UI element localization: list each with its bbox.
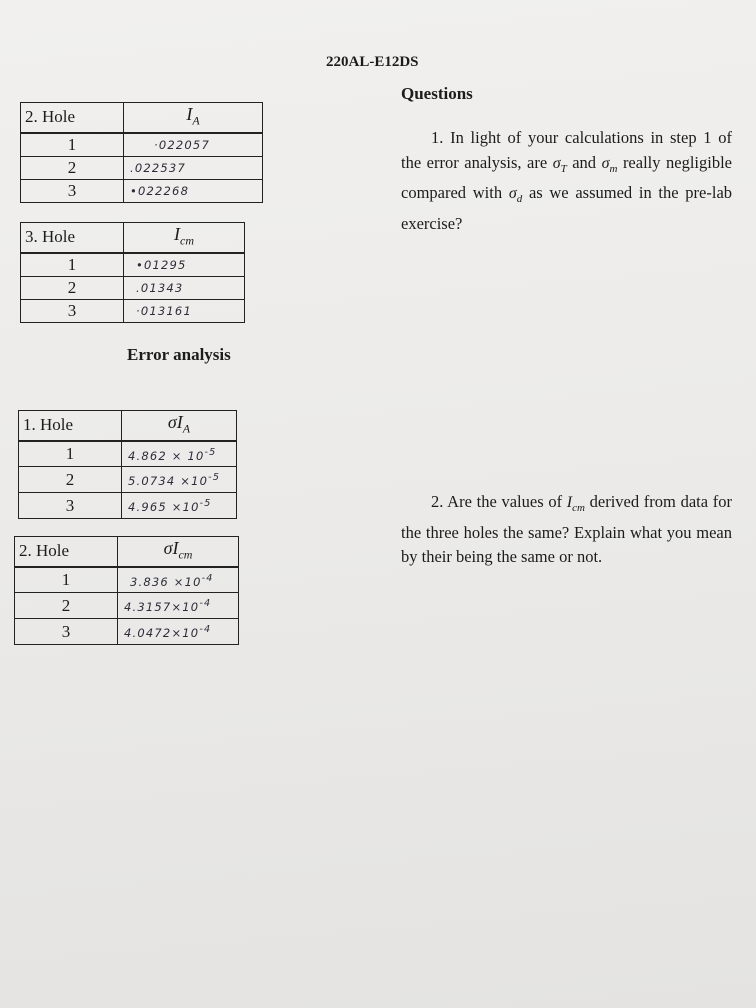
ia-table-header-label: 2. Hole xyxy=(21,103,124,133)
question-1-number: 1. xyxy=(431,128,444,147)
sigma-ia-symbol: $\sigma I_A$ xyxy=(122,411,237,441)
question-2 xyxy=(401,490,732,570)
table-row xyxy=(21,133,263,157)
question-1-text-d: as we assumed in the pre-lab exercise? xyxy=(401,183,733,233)
sigma-t-symbol: $\sigma_T$ xyxy=(552,154,567,175)
error-analysis-heading: Error analysis xyxy=(127,345,231,364)
hole-number: 2 xyxy=(21,276,124,299)
question-2-text-b: derived from data for the three holes the same? Explain what you mean by their being the same or not. xyxy=(401,492,732,567)
ia-symbol: $I_A$ xyxy=(124,103,263,133)
questions-heading: Questions xyxy=(401,84,473,103)
sigma-icm-table xyxy=(14,536,239,645)
hole-number: 3 xyxy=(15,619,118,645)
sigma-icm-value: $3.836 \times 10^{-4}$ xyxy=(118,567,239,593)
icm-table-header-label: 3. Hole xyxy=(21,223,124,253)
hole-number: 1 xyxy=(19,441,122,467)
icm-symbol: $I_{cm}$ xyxy=(124,223,245,253)
question-1-text-c: really negligible compared with xyxy=(401,152,732,203)
hole-number: 2 xyxy=(15,593,118,619)
hole-number: 3 xyxy=(21,179,124,202)
sigma-ia-value: $4.965 \times 10^{-5}$ xyxy=(122,493,237,519)
sigma-icm-value: $4.0472\times 10^{-4}$ xyxy=(118,619,239,645)
hole-number: 1 xyxy=(15,567,118,593)
ia-table xyxy=(20,102,263,203)
sigma-ia-value: $5.0734 \times 10^{-5}$ xyxy=(122,467,237,493)
table-row xyxy=(19,441,237,467)
hole-number: 3 xyxy=(19,493,122,519)
table-row xyxy=(21,253,245,277)
table-row xyxy=(21,299,245,322)
table-row xyxy=(19,467,237,493)
hole-number: 3 xyxy=(21,299,124,322)
sigma-ia-value: $4.862 \times 10^{-5}$ xyxy=(122,441,237,467)
table-row xyxy=(15,593,239,619)
sigma-icm-value: $4.3157\times 10^{-4}$ xyxy=(118,593,239,619)
question-1-text-a: In light of your calculations in step 1 of the error analysis, are xyxy=(401,128,732,172)
question-2-text-a: Are the values of xyxy=(447,492,563,511)
question-2-number: 2. xyxy=(431,492,444,511)
hole-number: 1 xyxy=(21,253,124,277)
icm-value: .01343 xyxy=(124,276,245,299)
hole-number: 2 xyxy=(21,156,124,179)
question-1 xyxy=(401,126,732,236)
icm-table xyxy=(20,222,245,323)
sigma-ia-table-header-label: 1. Hole xyxy=(19,411,122,441)
table-row xyxy=(21,179,263,202)
question-1-text-b: and xyxy=(572,152,597,172)
hole-number: 2 xyxy=(19,467,122,493)
table-row xyxy=(15,567,239,593)
table-row xyxy=(19,493,237,519)
ia-value: •022268 xyxy=(124,179,263,202)
icm-symbol-inline: $I_{cm}$ xyxy=(566,494,585,515)
icm-value: •01295 xyxy=(124,253,245,277)
icm-value: ·013161 xyxy=(124,299,245,322)
sigma-icm-symbol: $\sigma I_{cm}$ xyxy=(118,537,239,567)
page-header-code: 220AL-E12DS xyxy=(326,54,419,70)
sigma-d-symbol: $\sigma_d$ xyxy=(508,185,523,206)
ia-value: .022537 xyxy=(124,156,263,179)
table-row xyxy=(21,156,263,179)
ia-value: ·022057 xyxy=(124,133,263,157)
table-row xyxy=(15,619,239,645)
table-row xyxy=(21,276,245,299)
sigma-icm-table-header-label: 2. Hole xyxy=(15,537,118,567)
hole-number: 1 xyxy=(21,133,124,157)
sigma-m-symbol: $\sigma_m$ xyxy=(601,154,618,175)
sigma-ia-table xyxy=(18,410,237,519)
